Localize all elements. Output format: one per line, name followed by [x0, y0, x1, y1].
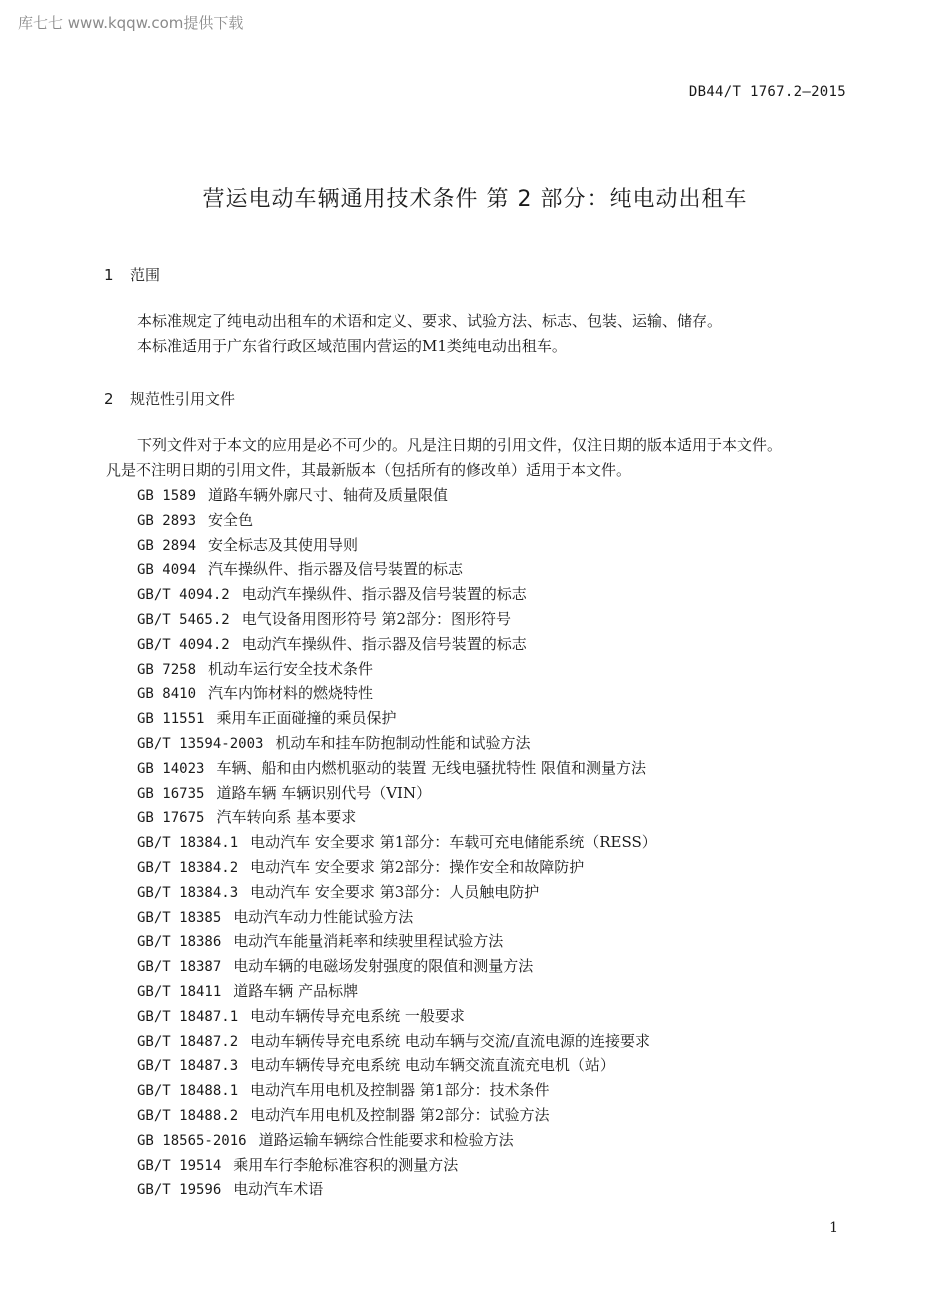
reference-title: 电动汽车用电机及控制器 第1部分：技术条件: [250, 1081, 550, 1100]
reference-item: [137, 1128, 657, 1153]
section-2-intro-line-2: 凡是不注明日期的引用文件，其最新版本（包括所有的修改单）适用于本文件。: [106, 461, 632, 479]
reference-title: 电动汽车 安全要求 第3部分：人员触电防护: [250, 882, 540, 901]
reference-item: [137, 756, 657, 781]
reference-code: GB/T 5465.2: [137, 611, 230, 628]
reference-code: GB/T 18411: [137, 983, 222, 1000]
reference-title: 乘用车正面碰撞的乘员保护: [216, 709, 397, 728]
section-1-number: 1: [104, 266, 114, 284]
reference-item: [137, 855, 657, 880]
reference-title: 电动汽车术语: [233, 1180, 324, 1199]
reference-item: [137, 1004, 657, 1029]
reference-title: 安全色: [208, 510, 254, 529]
reference-list: [137, 483, 657, 1202]
reference-item: [137, 1053, 657, 1078]
section-2-title: 规范性引用文件: [130, 390, 236, 408]
reference-title: 汽车操纵件、指示器及信号装置的标志: [208, 560, 464, 579]
reference-title: 汽车转向系 基本要求: [216, 808, 357, 827]
reference-title: 乘用车行李舱标准容积的测量方法: [233, 1155, 459, 1174]
reference-code: GB 7258: [137, 661, 197, 678]
reference-code: GB/T 19514: [137, 1157, 222, 1174]
reference-title: 电动汽车操纵件、指示器及信号装置的标志: [241, 585, 527, 604]
reference-title: 电动汽车用电机及控制器 第2部分：试验方法: [250, 1105, 550, 1124]
reference-title: 电动汽车能量消耗率和续驶里程试验方法: [233, 932, 504, 951]
reference-title: 电动汽车 安全要求 第1部分：车载可充电储能系统（RESS）: [250, 833, 657, 852]
reference-code: GB/T 18487.1: [137, 1008, 239, 1025]
reference-item: [137, 632, 657, 657]
reference-item: [137, 1029, 657, 1054]
reference-title: 机动车运行安全技术条件: [208, 659, 374, 678]
reference-code: GB/T 18385: [137, 909, 222, 926]
reference-item: [137, 805, 657, 830]
reference-title: 电动汽车操纵件、指示器及信号装置的标志: [241, 634, 527, 653]
watermark-text: 库七七 www.kqqw.com提供下载: [18, 14, 244, 32]
standard-code: DB44/T 1767.2—2015: [688, 84, 846, 100]
reference-code: GB 2893: [137, 512, 197, 529]
reference-title: 汽车内饰材料的燃烧特性: [208, 684, 374, 703]
reference-item: [137, 1177, 657, 1202]
reference-title: 道路运输车辆综合性能要求和检验方法: [258, 1130, 514, 1149]
reference-item: [137, 483, 657, 508]
section-1-paragraph-1: 本标准规定了纯电动出租车的术语和定义、要求、试验方法、标志、包装、运输、储存。: [137, 312, 723, 330]
reference-code: GB 1589: [137, 488, 197, 504]
reference-item: [137, 1103, 657, 1128]
section-2-intro-line-1: 下列文件对于本文的应用是必不可少的。凡是注日期的引用文件，仅注日期的版本适用于本文件。: [137, 436, 783, 454]
reference-title: 机动车和挂车防抱制动性能和试验方法: [275, 733, 531, 752]
reference-code: GB/T 18488.1: [137, 1083, 239, 1100]
reference-title: 电气设备用图形符号 第2部分：图形符号: [241, 609, 512, 628]
reference-item: [137, 781, 657, 806]
page-number: 1: [829, 1220, 838, 1236]
reference-title: 安全标志及其使用导则: [208, 535, 359, 554]
reference-title: 电动车辆传导充电系统 电动车辆交流直流充电机（站）: [250, 1056, 615, 1075]
reference-item: [137, 905, 657, 930]
section-1-heading: [104, 264, 160, 285]
reference-title: 电动车辆传导充电系统 电动车辆与交流/直流电源的连接要求: [250, 1031, 650, 1050]
reference-code: GB/T 18487.2: [137, 1033, 239, 1050]
reference-item: [137, 582, 657, 607]
reference-code: GB/T 19596: [137, 1182, 222, 1199]
reference-title: 电动汽车动力性能试验方法: [233, 907, 414, 926]
reference-title: 电动车辆传导充电系统 一般要求: [250, 1006, 465, 1025]
reference-code: GB/T 4094.2: [137, 587, 230, 604]
reference-title: 道路车辆 产品标牌: [233, 981, 359, 1000]
reference-code: GB 4094: [137, 562, 197, 579]
reference-item: [137, 731, 657, 756]
reference-code: GB 17675: [137, 810, 205, 827]
section-2-heading: [104, 388, 235, 409]
reference-code: GB/T 18488.2: [137, 1107, 239, 1124]
reference-item: [137, 681, 657, 706]
reference-code: GB 18565-2016: [137, 1132, 247, 1149]
reference-code: GB/T 18384.2: [137, 859, 239, 876]
reference-code: GB 16735: [137, 785, 205, 802]
reference-item: [137, 706, 657, 731]
reference-item: [137, 979, 657, 1004]
reference-code: GB 8410: [137, 686, 197, 703]
reference-code: GB/T 18384.3: [137, 884, 239, 901]
reference-item: [137, 657, 657, 682]
document-title: 营运电动车辆通用技术条件 第 2 部分：纯电动出租车: [202, 187, 748, 212]
reference-code: GB/T 4094.2: [137, 636, 230, 653]
reference-code: GB/T 18384.1: [137, 835, 239, 852]
reference-code: GB 11551: [137, 711, 205, 728]
reference-code: GB 2894: [137, 537, 197, 554]
reference-item: [137, 929, 657, 954]
reference-code: GB/T 18386: [137, 934, 222, 951]
reference-item: [137, 1078, 657, 1103]
reference-item: [137, 830, 657, 855]
reference-item: [137, 1153, 657, 1178]
section-1-paragraph-2: 本标准适用于广东省行政区域范围内营运的M1类纯电动出租车。: [137, 337, 567, 355]
reference-title: 车辆、船和由内燃机驱动的装置 无线电骚扰特性 限值和测量方法: [216, 758, 646, 777]
reference-title: 道路车辆外廓尺寸、轴荷及质量限值: [208, 486, 449, 504]
reference-title: 电动车辆的电磁场发射强度的限值和测量方法: [233, 957, 534, 976]
reference-item: [137, 557, 657, 582]
reference-item: [137, 880, 657, 905]
reference-item: [137, 533, 657, 558]
reference-item: [137, 954, 657, 979]
reference-item: [137, 508, 657, 533]
reference-title: 道路车辆 车辆识别代号（VIN）: [216, 783, 432, 802]
reference-title: 电动汽车 安全要求 第2部分：操作安全和故障防护: [250, 857, 585, 876]
reference-code: GB/T 18487.3: [137, 1058, 239, 1075]
section-2-number: 2: [104, 390, 114, 408]
reference-code: GB 14023: [137, 760, 205, 777]
reference-item: [137, 607, 657, 632]
section-1-title: 范围: [130, 266, 161, 284]
reference-code: GB/T 13594-2003: [137, 735, 264, 752]
reference-code: GB/T 18387: [137, 959, 222, 976]
